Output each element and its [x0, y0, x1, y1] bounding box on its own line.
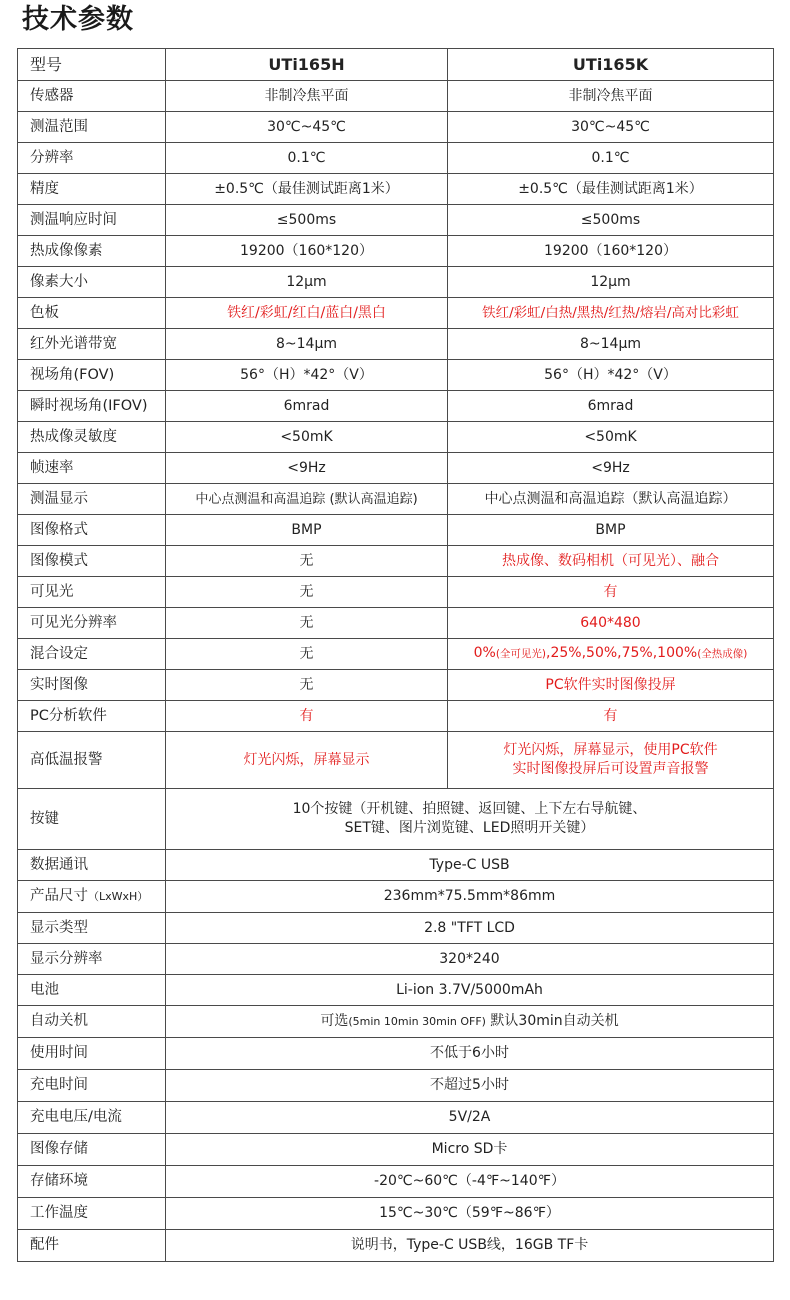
- row-label: 热成像灵敏度: [18, 422, 166, 453]
- table-row: [18, 360, 774, 391]
- mix-percent-list: ,25%,50%,75%,100%: [546, 645, 698, 661]
- value-h: 无: [166, 577, 448, 608]
- value-h: 无: [166, 608, 448, 639]
- row-label: 电池: [18, 975, 166, 1006]
- row-label: 测温响应时间: [18, 205, 166, 236]
- table-row: [18, 577, 774, 608]
- value-k: BMP: [448, 515, 774, 546]
- value-h: 6mrad: [166, 391, 448, 422]
- value-h: 无: [166, 639, 448, 670]
- row-label: 工作温度: [18, 1198, 166, 1230]
- row-label: PC分析软件: [18, 701, 166, 732]
- row-label: 精度: [18, 174, 166, 205]
- row-label: 分辨率: [18, 143, 166, 174]
- row-label: 红外光谱带宽: [18, 329, 166, 360]
- row-label: 热成像像素: [18, 236, 166, 267]
- alarm-line-1: 灯光闪烁，屏幕显示，使用PC软件: [503, 742, 718, 758]
- row-label: 数据通讯: [18, 850, 166, 881]
- value-k: ±0.5℃（最佳测试距离1米）: [448, 174, 774, 205]
- value-shared: 不超过5小时: [166, 1070, 774, 1102]
- row-label: 混合设定: [18, 639, 166, 670]
- value-h: <50mK: [166, 422, 448, 453]
- row-label: 充电时间: [18, 1070, 166, 1102]
- value-k: 有: [448, 577, 774, 608]
- model-h-header: UTi165H: [166, 49, 448, 81]
- value-k: ≤500ms: [448, 205, 774, 236]
- row-label: 显示类型: [18, 913, 166, 944]
- row-label: 高低温报警: [18, 732, 166, 789]
- keys-line-1: 10个按键（开机键、拍照键、返回键、上下左右导航键、: [292, 801, 647, 817]
- row-label: 传感器: [18, 81, 166, 112]
- value-shared: [166, 789, 774, 850]
- table-row: [18, 391, 774, 422]
- table-row: [18, 701, 774, 732]
- keys-line-2: SET键、图片浏览键、LED照明开关键）: [344, 820, 595, 836]
- table-row: [18, 267, 774, 298]
- value-h: 无: [166, 546, 448, 577]
- value-h: ≤500ms: [166, 205, 448, 236]
- table-row: [18, 298, 774, 329]
- value-shared: 320*240: [166, 944, 774, 975]
- value-shared: Type-C USB: [166, 850, 774, 881]
- mix-note-thermal: (全热成像): [697, 648, 748, 660]
- value-k: 19200（160*120）: [448, 236, 774, 267]
- value-shared: [166, 1006, 774, 1038]
- table-row: [18, 1198, 774, 1230]
- row-label: 实时图像: [18, 670, 166, 701]
- table-row: [18, 1006, 774, 1038]
- value-k: 有: [448, 701, 774, 732]
- table-row: [18, 1102, 774, 1134]
- row-label: 充电电压/电流: [18, 1102, 166, 1134]
- value-shared: -20℃~60℃（-4℉~140℉）: [166, 1166, 774, 1198]
- row-label: 配件: [18, 1230, 166, 1262]
- value-k: 56°（H）*42°（V）: [448, 360, 774, 391]
- table-row: [18, 546, 774, 577]
- row-label: 帧速率: [18, 453, 166, 484]
- table-row: [18, 1230, 774, 1262]
- value-h: ±0.5℃（最佳测试距离1米）: [166, 174, 448, 205]
- value-h: 无: [166, 670, 448, 701]
- row-label: 图像格式: [18, 515, 166, 546]
- table-row: [18, 453, 774, 484]
- table-row: [18, 1070, 774, 1102]
- row-label: 图像模式: [18, 546, 166, 577]
- table-row: [18, 913, 774, 944]
- table-row: [18, 1038, 774, 1070]
- value-h: 铁红/彩虹/红白/蓝白/黑白: [166, 298, 448, 329]
- row-label: [18, 881, 166, 913]
- value-h: BMP: [166, 515, 448, 546]
- auto-off-default: 默认30min自动关机: [485, 1013, 619, 1029]
- row-label: 按键: [18, 789, 166, 850]
- table-row: [18, 732, 774, 789]
- value-k: PC软件实时图像投屏: [448, 670, 774, 701]
- table-row: [18, 944, 774, 975]
- value-k: 12μm: [448, 267, 774, 298]
- row-label: 瞬时视场角(IFOV): [18, 391, 166, 422]
- row-label: 自动关机: [18, 1006, 166, 1038]
- value-k: 中心点测温和高温追踪（默认高温追踪）: [448, 484, 774, 515]
- value-shared: 15℃~30℃（59℉~86℉）: [166, 1198, 774, 1230]
- table-row: [18, 112, 774, 143]
- value-k: <9Hz: [448, 453, 774, 484]
- row-label: 测温范围: [18, 112, 166, 143]
- value-k: 非制冷焦平面: [448, 81, 774, 112]
- value-k: 铁红/彩虹/白热/黑热/红热/熔岩/高对比彩虹: [448, 298, 774, 329]
- row-label: 像素大小: [18, 267, 166, 298]
- row-label: 可见光分辨率: [18, 608, 166, 639]
- spec-table: [17, 48, 774, 1262]
- value-h: 8~14μm: [166, 329, 448, 360]
- value-h: 有: [166, 701, 448, 732]
- table-row: [18, 1166, 774, 1198]
- table-row: [18, 1134, 774, 1166]
- mix-percent-0: 0%: [473, 645, 496, 661]
- value-k: [448, 639, 774, 670]
- row-label: 使用时间: [18, 1038, 166, 1070]
- value-k: 8~14μm: [448, 329, 774, 360]
- value-shared: Micro SD卡: [166, 1134, 774, 1166]
- table-row: [18, 174, 774, 205]
- table-row: [18, 850, 774, 881]
- value-shared: 说明书，Type-C USB线，16GB TF卡: [166, 1230, 774, 1262]
- table-row: [18, 515, 774, 546]
- table-row: [18, 608, 774, 639]
- value-k: <50mK: [448, 422, 774, 453]
- value-h: 非制冷焦平面: [166, 81, 448, 112]
- alarm-line-2: 实时图像投屏后可设置声音报警: [512, 761, 709, 777]
- value-h: 56°（H）*42°（V）: [166, 360, 448, 391]
- row-label: 存储环境: [18, 1166, 166, 1198]
- table-row: [18, 484, 774, 515]
- value-shared: 236mm*75.5mm*86mm: [166, 881, 774, 913]
- table-row: [18, 975, 774, 1006]
- row-label: 视场角(FOV): [18, 360, 166, 391]
- table-row: [18, 205, 774, 236]
- value-shared: 2.8 "TFT LCD: [166, 913, 774, 944]
- value-k: [448, 732, 774, 789]
- row-label: 图像存储: [18, 1134, 166, 1166]
- header-label: 型号: [18, 49, 166, 81]
- row-label-sub: （LxWxH）: [88, 890, 149, 903]
- row-label-main: 产品尺寸: [30, 888, 88, 904]
- table-row: [18, 422, 774, 453]
- value-k: 640*480: [448, 608, 774, 639]
- value-h: 中心点测温和高温追踪 (默认高温追踪): [166, 484, 448, 515]
- page-title: 技术参数: [22, 4, 134, 35]
- row-label: 显示分辨率: [18, 944, 166, 975]
- value-h: 12μm: [166, 267, 448, 298]
- table-row: [18, 789, 774, 850]
- value-k: 热成像、数码相机（可见光）、融合: [448, 546, 774, 577]
- table-row: [18, 329, 774, 360]
- value-h: 19200（160*120）: [166, 236, 448, 267]
- value-k: 0.1℃: [448, 143, 774, 174]
- row-label: 可见光: [18, 577, 166, 608]
- value-k: 30℃~45℃: [448, 112, 774, 143]
- model-k-header: UTi165K: [448, 49, 774, 81]
- table-row: [18, 881, 774, 913]
- value-k: 6mrad: [448, 391, 774, 422]
- table-header-row: [18, 49, 774, 81]
- table-row: [18, 670, 774, 701]
- value-h: 0.1℃: [166, 143, 448, 174]
- auto-off-options: (5min 10min 30min OFF): [348, 1015, 486, 1028]
- table-row: [18, 639, 774, 670]
- table-row: [18, 143, 774, 174]
- value-shared: 不低于6小时: [166, 1038, 774, 1070]
- value-shared: Li-ion 3.7V/5000mAh: [166, 975, 774, 1006]
- table-row: [18, 236, 774, 267]
- auto-off-prefix: 可选: [320, 1013, 349, 1029]
- value-h: <9Hz: [166, 453, 448, 484]
- row-label: 色板: [18, 298, 166, 329]
- mix-note-visible: (全可见光): [495, 648, 547, 660]
- value-h: 灯光闪烁，屏幕显示: [166, 732, 448, 789]
- table-row: [18, 81, 774, 112]
- row-label: 测温显示: [18, 484, 166, 515]
- value-h: 30℃~45℃: [166, 112, 448, 143]
- value-shared: 5V/2A: [166, 1102, 774, 1134]
